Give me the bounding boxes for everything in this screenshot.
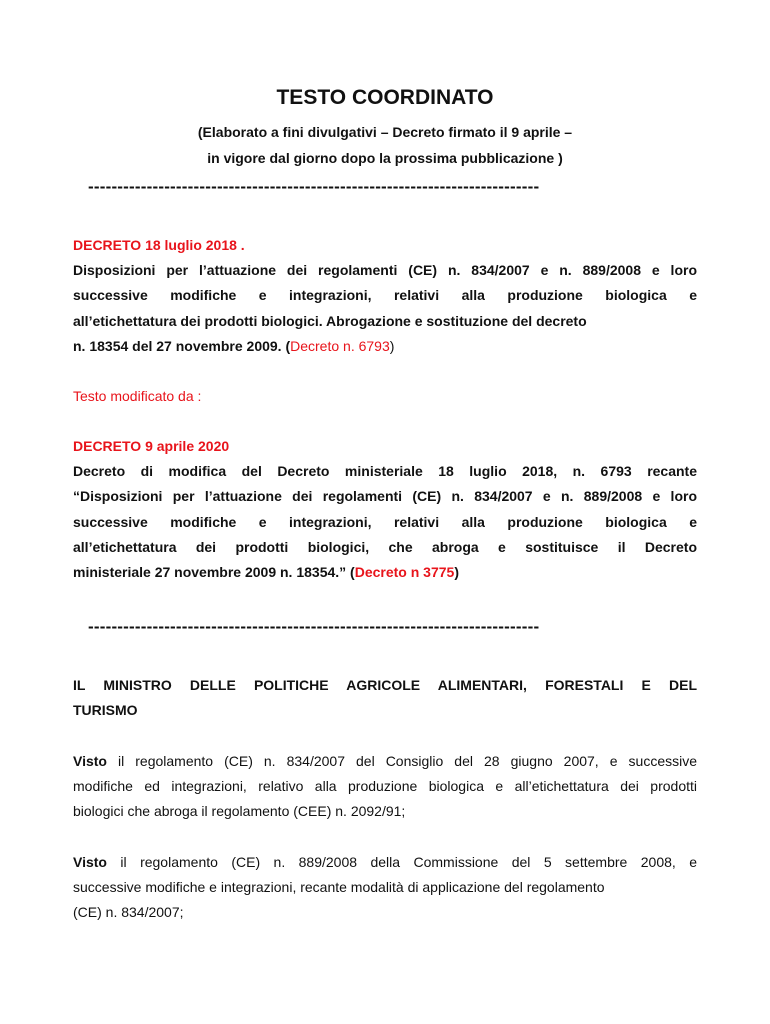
decree-1-last-text: n. 18354 del 27 novembre 2009. (	[73, 337, 291, 354]
separator-bottom: -----------------------------------------------------------------------------	[88, 617, 540, 636]
visto-paragraph-1	[73, 749, 697, 825]
visto-2-line-2: successive modifiche e integrazioni, recante modalità di applicazione del regolamento	[73, 879, 605, 896]
minister-heading	[73, 673, 697, 723]
visto-1-line-1-text: il regolamento (CE) n. 834/2007 del Consiglio del 28 giugno 2007, e successive	[106, 753, 697, 769]
modified-by-label: Testo modificato da :	[73, 388, 202, 404]
visto-2-keyword: Visto	[73, 854, 107, 870]
decree-1-section	[73, 233, 697, 359]
decree-1-reference: Decreto n. 6793	[290, 337, 390, 354]
visto-paragraph-2	[73, 850, 697, 926]
decree-2-line-5	[73, 560, 697, 585]
visto-2-line-1	[73, 850, 697, 875]
subtitle-line-2: in vigore dal giorno dopo la prossima pubblicazione )	[207, 150, 563, 166]
decree-2-heading: DECRETO 9 aprile 2020	[73, 438, 230, 454]
decree-1-close: )	[389, 337, 395, 354]
decree-2-reference: Decreto n 3775	[354, 564, 455, 581]
decree-2-close: )	[454, 564, 459, 581]
decree-2-line-4: all’etichettatura dei prodotti biologici, che abroga e sostituisce il Decreto	[73, 538, 697, 555]
visto-1-line-3: biologici che abroga il regolamento (CEE) n. 2092/91;	[73, 803, 406, 820]
decree-1-line-1: Disposizioni per l’attuazione dei regolamenti (CE) n. 834/2007 e n. 889/2008 e loro	[73, 262, 697, 279]
decree-2-section	[73, 434, 697, 585]
decree-1-line-2: successive modifiche e integrazioni, relativi alla produzione biologica e	[73, 287, 697, 304]
minister-heading-line-2: TURISMO	[73, 702, 138, 719]
decree-2-last-text: ministeriale 27 novembre 2009 n. 18354.” (	[73, 564, 355, 581]
visto-1-line-2: modifiche ed integrazioni, relativo alla produzione biologica e all’etichettatura dei prodotti	[73, 778, 697, 795]
decree-2-line-3: successive modifiche e integrazioni, relativi alla produzione biologica e	[73, 513, 697, 530]
separator-top: -----------------------------------------------------------------------------	[88, 177, 540, 196]
visto-2-line-3: (CE) n. 834/2007;	[73, 904, 184, 921]
visto-2-line-1-text: il regolamento (CE) n. 889/2008 della Commissione del 5 settembre 2008, e	[106, 854, 697, 870]
decree-1-heading: DECRETO 18 luglio 2018 .	[73, 237, 245, 253]
visto-1-line-1	[73, 749, 697, 774]
decree-2-line-1: Decreto di modifica del Decreto ministeriale 18 luglio 2018, n. 6793 recante	[73, 463, 697, 480]
visto-1-keyword: Visto	[73, 753, 107, 769]
decree-1-line-3: all’etichettatura dei prodotti biologici. Abrogazione e sostituzione del decreto	[73, 312, 587, 329]
decree-1-line-4	[73, 334, 697, 359]
decree-2-line-2: “Disposizioni per l’attuazione dei regolamenti (CE) n. 834/2007 e n. 889/2008 e loro	[73, 488, 697, 505]
document-title: TESTO COORDINATO	[276, 86, 494, 109]
minister-heading-line-1: IL MINISTRO DELLE POLITICHE AGRICOLE ALIMENTARI, FORESTALI E DEL	[73, 677, 697, 693]
subtitle-line-1: (Elaborato a fini divulgativi – Decreto firmato il 9 aprile –	[197, 124, 573, 140]
